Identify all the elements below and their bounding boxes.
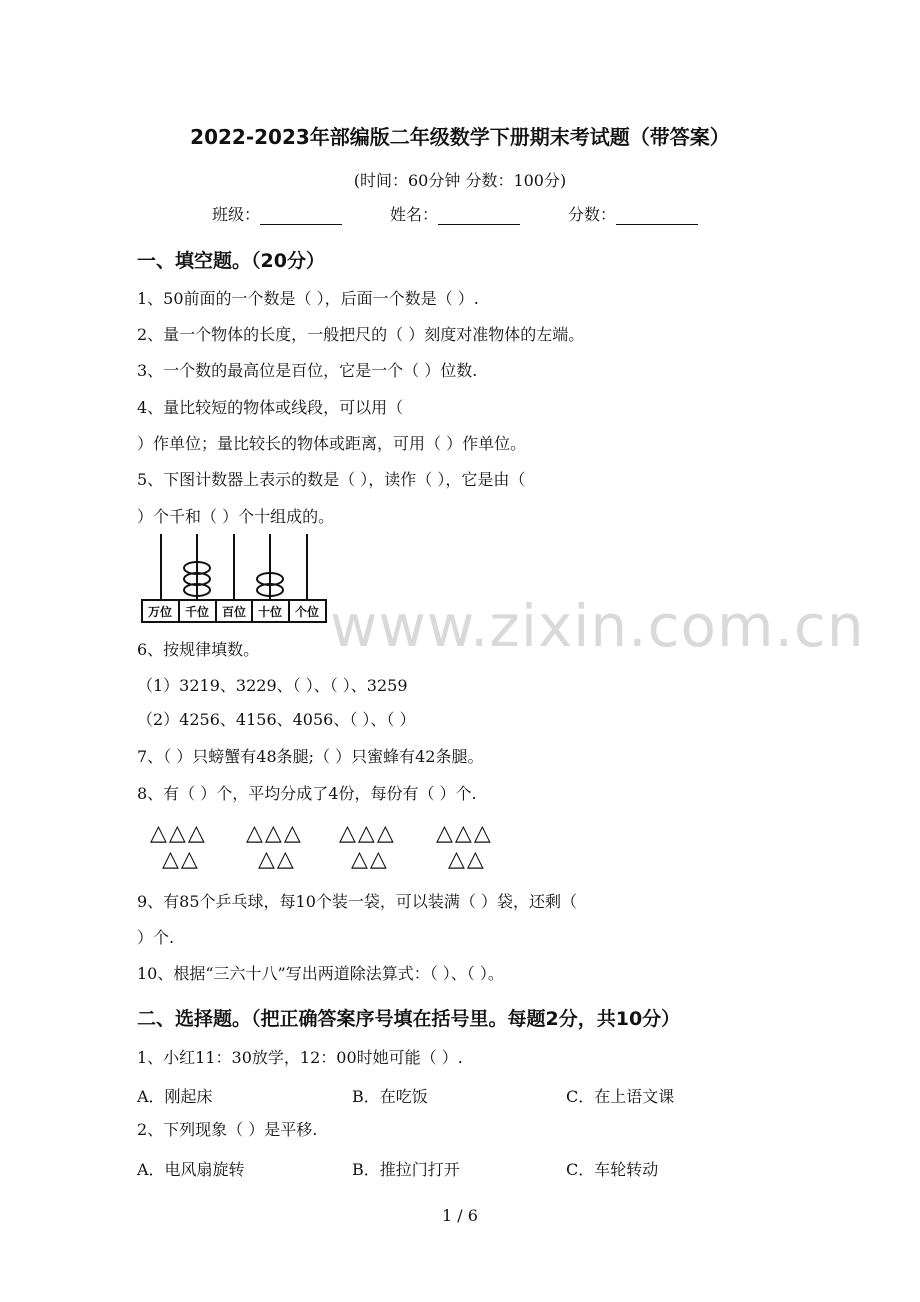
option-c: C．在上语文课 bbox=[566, 1087, 675, 1106]
question-line: 6、按规律填数。 bbox=[137, 640, 260, 659]
question-line: 1、小红11：30放学，12：00时她可能（ ）. bbox=[137, 1048, 463, 1067]
triangle-row-top: △△△ bbox=[339, 821, 396, 846]
question-line: ）作单位；量比较长的物体或距离，可用（ ）作单位。 bbox=[137, 434, 527, 453]
abacus-label: 十位 bbox=[257, 605, 283, 619]
exam-subtitle: (时间：60分钟 分数：100分) bbox=[353, 171, 567, 190]
option-b: B．推拉门打开 bbox=[352, 1160, 460, 1179]
question-line: 4、量比较短的物体或线段，可以用（ bbox=[137, 398, 404, 417]
page-number: 1 / 6 bbox=[442, 1206, 478, 1225]
triangle-row-bottom: △△ bbox=[448, 847, 486, 872]
question-line: 3、一个数的最高位是百位，它是一个（ ）位数. bbox=[137, 361, 478, 380]
question-line: 8、有（ ）个，平均分成了4份，每份有（ ）个. bbox=[137, 784, 477, 803]
question-line: 2、量一个物体的长度，一般把尺的（ ）刻度对准物体的左端。 bbox=[137, 325, 585, 344]
question-line: 5、下图计数器上表示的数是（ ），读作（ ），它是由（ bbox=[137, 470, 526, 489]
question-line: 10、根据“三六十八”写出两道除法算式：（ ）、（ ）。 bbox=[137, 964, 504, 983]
option-a: A．电风扇旋转 bbox=[137, 1160, 245, 1179]
class-label: 班级： bbox=[212, 205, 261, 224]
score-label: 分数： bbox=[568, 205, 617, 224]
watermark: www.zixin.com.cn bbox=[330, 592, 865, 660]
triangle-row-top: △△△ bbox=[246, 821, 303, 846]
abacus-label: 万位 bbox=[147, 605, 173, 619]
triangle-row-top: △△△ bbox=[150, 821, 207, 846]
name-blank bbox=[438, 206, 520, 225]
section-choice-heading: 二、选择题。（把正确答案序号填在括号里。每题2分，共10分） bbox=[137, 1008, 681, 1030]
triangle-row-top: △△△ bbox=[436, 821, 493, 846]
abacus-label: 千位 bbox=[184, 605, 210, 619]
triangle-row-bottom: △△ bbox=[351, 847, 389, 872]
option-a: A．刚起床 bbox=[137, 1087, 213, 1106]
triangle-row-bottom: △△ bbox=[162, 847, 200, 872]
abacus-label: 个位 bbox=[294, 605, 320, 619]
abacus-figure bbox=[140, 532, 332, 626]
score-field bbox=[568, 202, 698, 225]
question-line: ）个. bbox=[137, 928, 175, 947]
name-label: 姓名： bbox=[390, 205, 439, 224]
question-line: 9、有85个乒乓球，每10个装一袋，可以装满（ ）袋，还剩（ bbox=[137, 892, 577, 911]
class-blank bbox=[260, 206, 342, 225]
option-c: C．车轮转动 bbox=[566, 1160, 659, 1179]
question-line: 7、（ ）只螃蟹有48条腿;（ ）只蜜蜂有42条腿。 bbox=[137, 747, 484, 766]
question-line: 1、50前面的一个数是（ ），后面一个数是（ ）. bbox=[137, 289, 479, 308]
option-b: B．在吃饭 bbox=[352, 1087, 428, 1106]
question-line: （1）3219、3229、（ ）、（ ）、3259 bbox=[137, 676, 408, 695]
question-line: ）个千和（ ）个十组成的。 bbox=[137, 507, 335, 526]
section-fill-blank-heading: 一、填空题。（20分） bbox=[137, 250, 325, 272]
question-line: 2、下列现象（ ）是平移. bbox=[137, 1120, 318, 1139]
abacus-label: 百位 bbox=[221, 605, 247, 619]
name-field bbox=[390, 202, 520, 225]
score-blank bbox=[616, 206, 698, 225]
class-field bbox=[212, 202, 342, 225]
triangle-row-bottom: △△ bbox=[258, 847, 296, 872]
question-line: （2）4256、4156、4056、（ ）、（ ） bbox=[137, 710, 416, 729]
exam-title: 2022-2023年部编版二年级数学下册期末考试题（带答案） bbox=[190, 125, 730, 149]
